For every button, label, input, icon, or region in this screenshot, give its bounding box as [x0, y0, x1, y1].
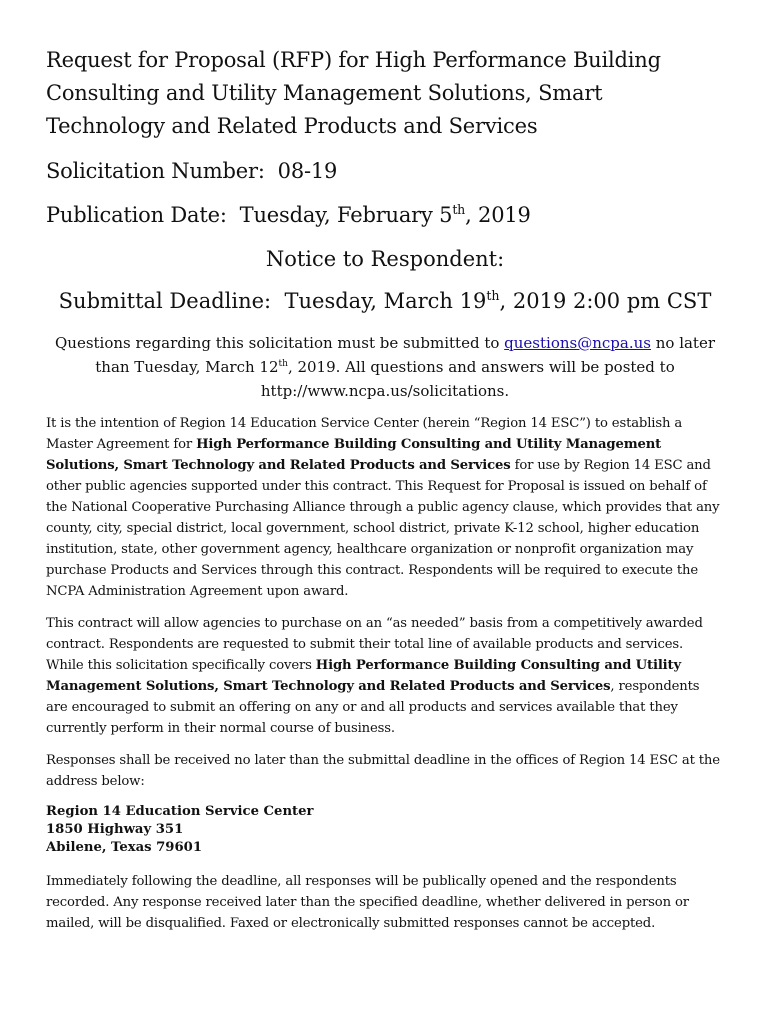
intent-text-1: It is the intention of Region 14 Education Service Center (herein “Region 14 ESC”) to establish a Master Agreement for [46, 416, 683, 452]
deadline-date-rest: , 2019 2:00 pm CST [499, 289, 712, 313]
questions-text: Questions regarding this solicitation must be submitted to [54, 334, 505, 352]
publication-date-suffix: th [452, 202, 466, 217]
publication-date [46, 199, 724, 231]
questions-email-link[interactable]: questions@ncpa.us [504, 334, 651, 352]
solicitation-value: 08-19 [277, 159, 338, 183]
contract-paragraph [46, 613, 724, 739]
publication-label: Publication Date: [46, 203, 227, 227]
intent-text-2: for use by Region 14 ESC and other public agencies supported under this contract. This Request for Proposal is issued on behalf of the National Cooperative Purchasing Alliance through a public agency clause, which provides that any county, city, special district, local government, school district, private K-12 school, higher education institution, state, other government agency, healthcare organization or nonprofit organization may purchase Products and Services through this contract. Respondents will be required to execute the NCPA Administration Agreement upon award. [46, 458, 720, 599]
publication-date-year: , 2019 [465, 203, 531, 227]
submittal-deadline [46, 285, 724, 317]
solicitation-label: Solicitation Number: [46, 159, 265, 183]
questions-notice [46, 331, 724, 403]
intent-paragraph [46, 413, 724, 602]
questions-deadline-text: no later than Tuesday, March 12 [95, 334, 716, 376]
deadline-date-suffix: th [486, 288, 500, 303]
address-line-2: 1850 Highway 351 [46, 822, 184, 837]
contract-text-2: , respondents are encouraged to submit an offering on any or and all products and services available that they currently perform in their normal course of business. [46, 679, 700, 736]
document-title: Request for Proposal (RFP) for High Performance Building Consulting and Utility Management Solutions, Smart Technology and Related Products and Services [46, 48, 661, 138]
deadline-date-text: Tuesday, March 19 [284, 289, 487, 313]
publication-date-text: Tuesday, February 5 [239, 203, 453, 227]
questions-posting-text: , 2019. All questions and answers will be posted to http://www.ncpa.us/solicitations. [260, 358, 675, 400]
office-address [46, 803, 724, 857]
questions-date-suffix: th [278, 359, 288, 369]
contract-bold-scope: High Performance Building Consulting and Utility Management Solutions, Smart Technology and Related Products and Services [46, 658, 681, 694]
deadline-label: Submittal Deadline: [58, 289, 272, 313]
solicitation-number [46, 155, 724, 187]
notice-heading: Notice to Respondent: [265, 247, 505, 271]
responses-paragraph: Responses shall be received no later than the submittal deadline in the offices of Region 14 ESC at the address below: [46, 753, 720, 789]
address-line-3: Abilene, Texas 79601 [46, 840, 203, 855]
opening-paragraph: Immediately following the deadline, all responses will be publically opened and the respondents recorded. Any response received later than the specified deadline, whether delivered in person or mailed, will be disqualified. Faxed or electronically submitted responses cannot be accepted. [46, 874, 689, 931]
intent-bold-scope: High Performance Building Consulting and Utility Management Solutions, Smart Technology and Related Products and Services [46, 437, 662, 473]
address-line-1: Region 14 Education Service Center [46, 804, 314, 819]
contract-text-1: This contract will allow agencies to purchase on an “as needed” basis from a competitively awarded contract. Respondents are requested to submit their total line of available products and services. While this solicitation specifically covers [46, 616, 703, 673]
